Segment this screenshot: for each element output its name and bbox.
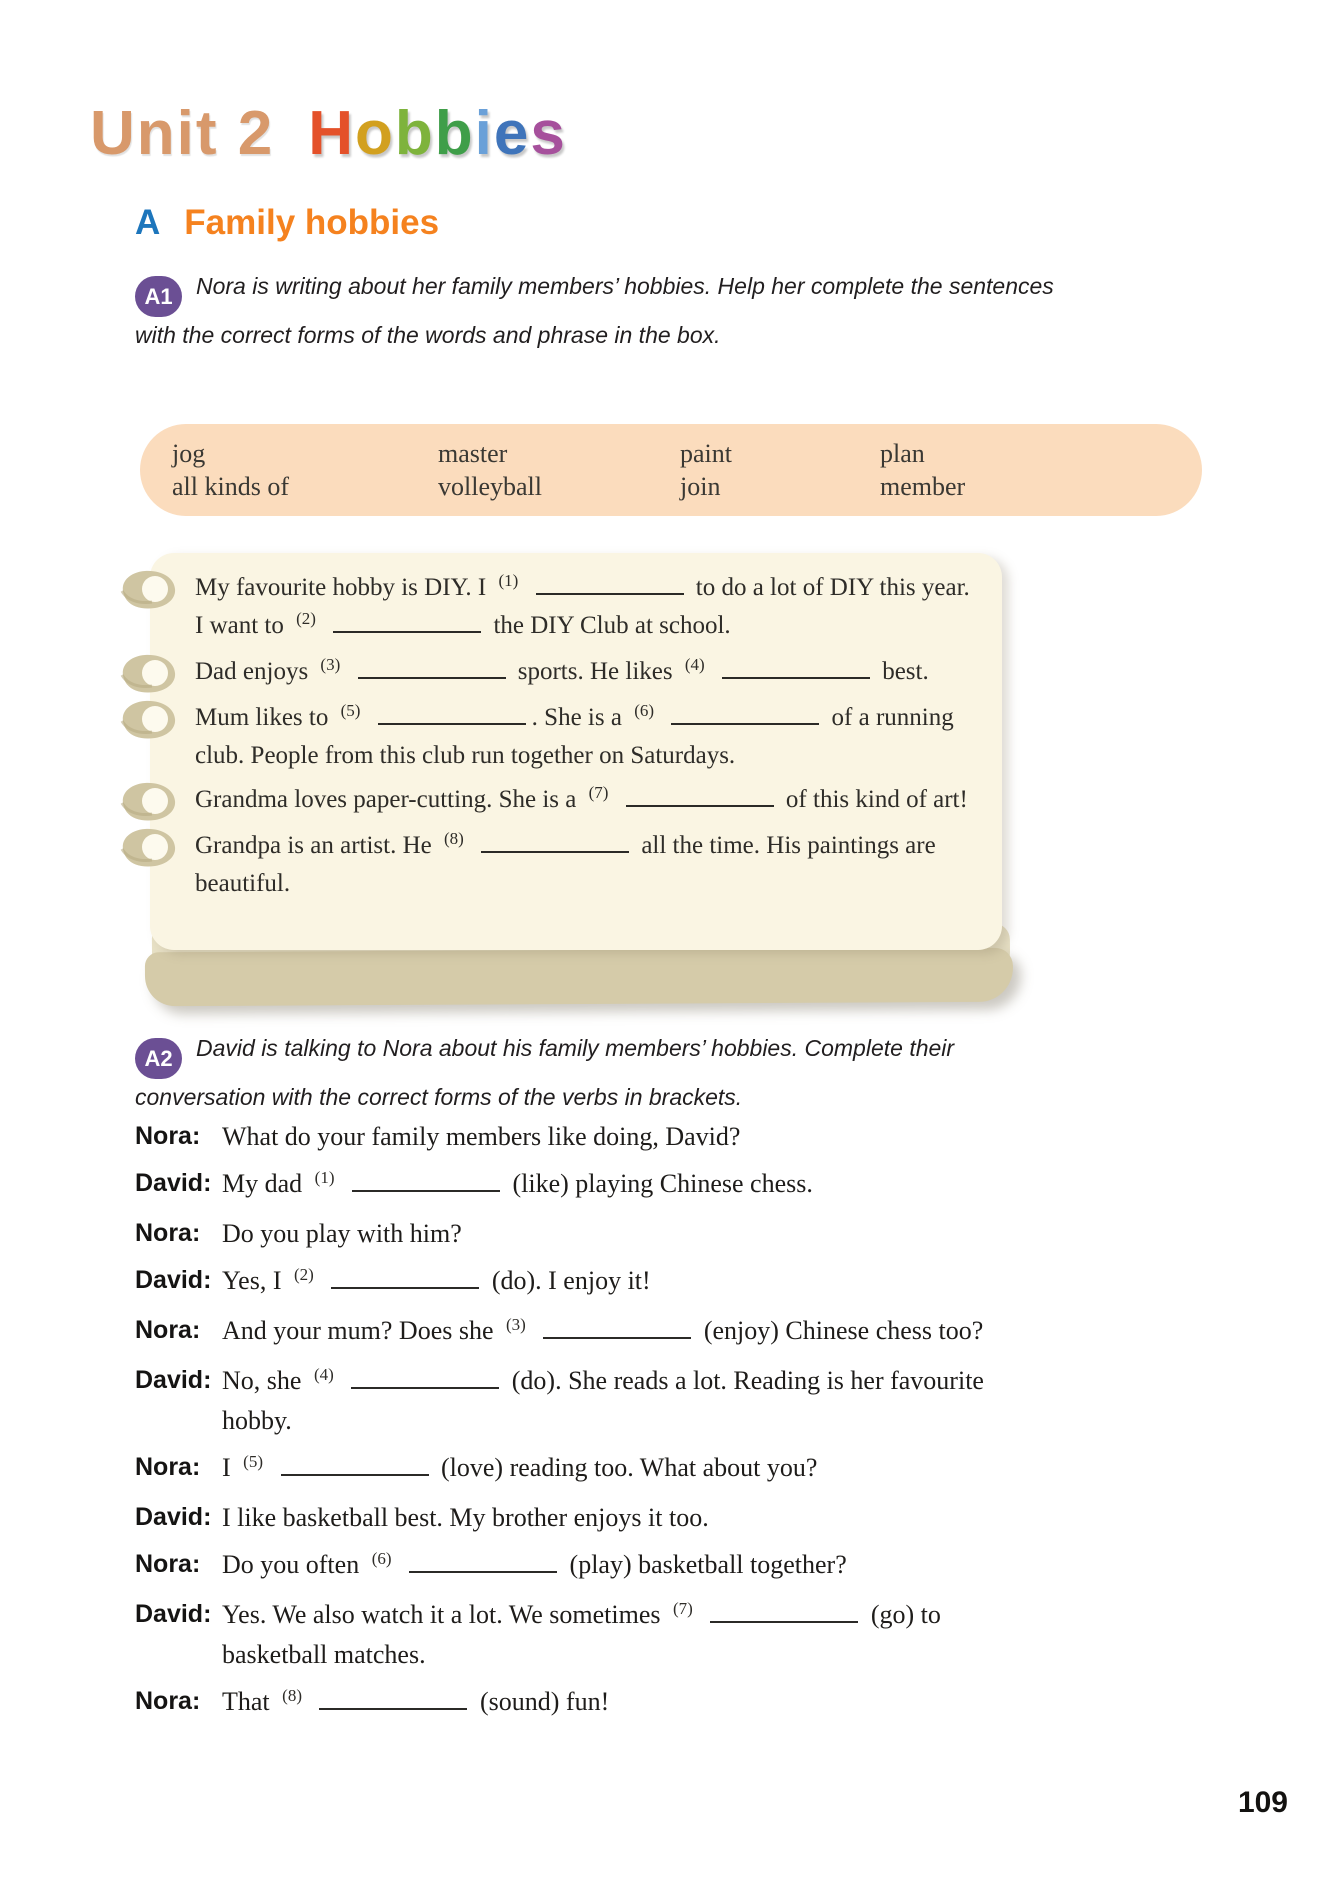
dialogue-line: And your mum? Does she (3) (enjoy) Chinese chess too?	[222, 1312, 983, 1352]
speaker-label: David:	[135, 1600, 212, 1628]
dialogue-row	[135, 1118, 1235, 1155]
paper-clip-decoration	[119, 780, 181, 824]
unit-label: Unit 2	[90, 99, 275, 168]
title-letter: o	[355, 99, 395, 168]
dialogue-line: hobby.	[222, 1406, 292, 1435]
dialogue-line: Do you play with him?	[222, 1219, 462, 1248]
unit-title	[90, 98, 567, 169]
dialogue-section	[135, 1118, 1235, 1733]
word-box	[140, 424, 1202, 516]
sentence-line: beautiful.	[195, 870, 291, 897]
word-box-item: plan	[880, 439, 925, 468]
word-box-column	[680, 437, 880, 503]
dialogue-line: Yes, I (2) (do). I enjoy it!	[222, 1262, 651, 1302]
dialogue-text	[222, 1215, 462, 1252]
dialogue-text	[222, 1683, 609, 1723]
blank-number: (8)	[443, 829, 464, 848]
word-box-column	[438, 437, 680, 503]
blank-number: (2)	[294, 1265, 314, 1284]
dialogue-text	[222, 1449, 817, 1489]
dialogue-line: What do your family members like doing, David?	[222, 1122, 741, 1151]
sentence-line: I want to (2) the DIY Club at school.	[195, 608, 974, 646]
dialogue-row	[135, 1215, 1235, 1252]
exercise-a1-badge: A1	[135, 276, 182, 317]
word-box-column	[880, 437, 1182, 503]
dialogue-line: Do you often (6) (play) basketball together?	[222, 1546, 847, 1586]
sentence-line: Dad enjoys (3) sports. He likes (4) best.	[195, 654, 974, 692]
dialogue-text	[222, 1165, 813, 1205]
word-box-column	[172, 437, 438, 503]
dialogue-line: That (8) (sound) fun!	[222, 1683, 609, 1723]
blank-number: (5)	[340, 701, 361, 720]
unit-title-word	[308, 99, 567, 168]
dialogue-row	[135, 1683, 1235, 1723]
blank-number: (8)	[282, 1686, 302, 1705]
answer-blank	[536, 570, 684, 595]
title-letter: e	[493, 99, 531, 168]
dialogue-text	[222, 1596, 941, 1673]
answer-blank	[331, 1263, 479, 1289]
title-letter: s	[530, 99, 567, 168]
paper-clip-icon	[119, 698, 181, 742]
sentence-line: My favourite hobby is DIY. I (1) to do a lot of DIY this year.	[195, 570, 974, 608]
word-box-item: all kinds of	[172, 472, 289, 501]
answer-blank	[378, 700, 526, 725]
speaker-label: David:	[135, 1503, 212, 1531]
page-number: 109	[1237, 1786, 1288, 1819]
blank-number: (1)	[498, 571, 519, 590]
blank-number: (3)	[506, 1315, 526, 1334]
speaker-label: David:	[135, 1366, 212, 1394]
answer-blank	[352, 1166, 500, 1192]
title-letter: b	[434, 99, 475, 168]
paper-clip-icon	[119, 568, 181, 612]
word-box-item: master	[438, 439, 508, 468]
word-box-item: paint	[680, 439, 732, 468]
paper-clip-decoration	[119, 568, 181, 612]
answer-blank	[358, 654, 506, 679]
paper-clip-icon	[119, 652, 181, 696]
speaker-label: Nora:	[135, 1122, 201, 1150]
paper-clip-icon	[119, 780, 181, 824]
dialogue-row	[135, 1546, 1235, 1586]
dialogue-line: I (5) (love) reading too. What about you?	[222, 1449, 817, 1489]
dialogue-text	[222, 1546, 847, 1586]
a2-instruction-text: David is talking to Nora about his family members’ hobbies. Complete their conversation with the correct forms of the verbs in brackets.	[135, 1035, 955, 1110]
answer-blank	[626, 782, 774, 807]
title-letter: H	[308, 99, 356, 168]
dialogue-text	[222, 1312, 983, 1352]
section-letter: A	[135, 203, 161, 242]
a1-instruction-text: Nora is writing about her family members’ hobbies. Help her complete the sentences with the correct forms of the words and phrase in the box.	[135, 273, 1054, 348]
dialogue-row	[135, 1362, 1235, 1439]
word-box-item: member	[880, 472, 966, 501]
exercise-a1-instructions	[135, 268, 1115, 354]
blank-number: (7)	[588, 783, 609, 802]
sentence-line: Grandma loves paper-cutting. She is a (7) of this kind of art!	[195, 782, 974, 820]
sentence-line: Mum likes to (5) . She is a (6) of a running	[195, 700, 974, 738]
notepad-paragraph	[195, 700, 974, 774]
speaker-label: David:	[135, 1169, 212, 1197]
section-title: Family hobbies	[184, 203, 440, 242]
blank-number: (6)	[371, 1549, 392, 1568]
answer-blank	[333, 608, 481, 633]
blank-number: (7)	[673, 1599, 693, 1618]
sentence-line: club. People from this club run together on Saturdays.	[195, 742, 736, 769]
dialogue-row	[135, 1596, 1235, 1673]
dialogue-line: I like basketball best. My brother enjoys it too.	[222, 1503, 709, 1532]
speaker-label: David:	[135, 1266, 212, 1294]
section-heading	[135, 203, 439, 243]
dialogue-line: No, she (4) (do). She reads a lot. Reading is her favourite	[222, 1362, 984, 1402]
answer-blank	[409, 1547, 557, 1573]
exercise-a2-badge: A2	[135, 1038, 182, 1079]
answer-blank	[671, 700, 819, 725]
speaker-label: Nora:	[135, 1219, 201, 1247]
answer-blank	[351, 1363, 499, 1389]
answer-blank	[722, 654, 870, 679]
blank-number: (4)	[313, 1365, 334, 1384]
notepad-torn-shadow	[145, 948, 1013, 1007]
notepad	[150, 553, 1002, 950]
dialogue-text	[222, 1362, 984, 1439]
blank-number: (6)	[634, 701, 655, 720]
speaker-label: Nora:	[135, 1453, 201, 1481]
dialogue-text	[222, 1262, 651, 1302]
blank-number: (5)	[243, 1452, 263, 1471]
blank-number: (1)	[314, 1168, 335, 1187]
notepad-paragraph	[195, 782, 974, 820]
word-box-item: join	[680, 472, 721, 501]
paper-clip-decoration	[119, 652, 181, 696]
title-letter: b	[394, 99, 435, 168]
blank-number: (2)	[296, 609, 316, 628]
answer-blank	[710, 1597, 858, 1623]
dialogue-row	[135, 1312, 1235, 1352]
speaker-label: Nora:	[135, 1687, 201, 1715]
dialogue-line: Yes. We also watch it a lot. We sometimes (7) (go) to	[222, 1596, 941, 1636]
paper-clip-decoration	[119, 826, 181, 870]
notepad-paragraph	[195, 570, 974, 646]
dialogue-line: basketball matches.	[222, 1640, 426, 1669]
dialogue-row	[135, 1165, 1235, 1205]
notepad-paragraph	[195, 828, 974, 902]
exercise-a2-instructions	[135, 1030, 1115, 1116]
answer-blank	[319, 1684, 467, 1710]
title-letter: i	[474, 99, 494, 168]
paper-clip-decoration	[119, 698, 181, 742]
dialogue-row	[135, 1262, 1235, 1302]
word-box-item: jog	[172, 439, 206, 468]
answer-blank	[543, 1313, 691, 1339]
dialogue-text	[222, 1499, 709, 1536]
word-box-item: volleyball	[438, 472, 542, 501]
answer-blank	[281, 1450, 429, 1476]
notepad-paragraph	[195, 654, 974, 692]
speaker-label: Nora:	[135, 1550, 201, 1578]
blank-number: (3)	[320, 655, 341, 674]
dialogue-line: My dad (1) (like) playing Chinese chess.	[222, 1165, 813, 1205]
paper-clip-icon	[119, 826, 181, 870]
speaker-label: Nora:	[135, 1316, 201, 1344]
answer-blank	[481, 828, 629, 853]
dialogue-text	[222, 1118, 740, 1155]
sentence-line: Grandpa is an artist. He (8) all the time. His paintings are	[195, 828, 974, 866]
dialogue-row	[135, 1449, 1235, 1489]
dialogue-row	[135, 1499, 1235, 1536]
blank-number: (4)	[684, 655, 705, 674]
